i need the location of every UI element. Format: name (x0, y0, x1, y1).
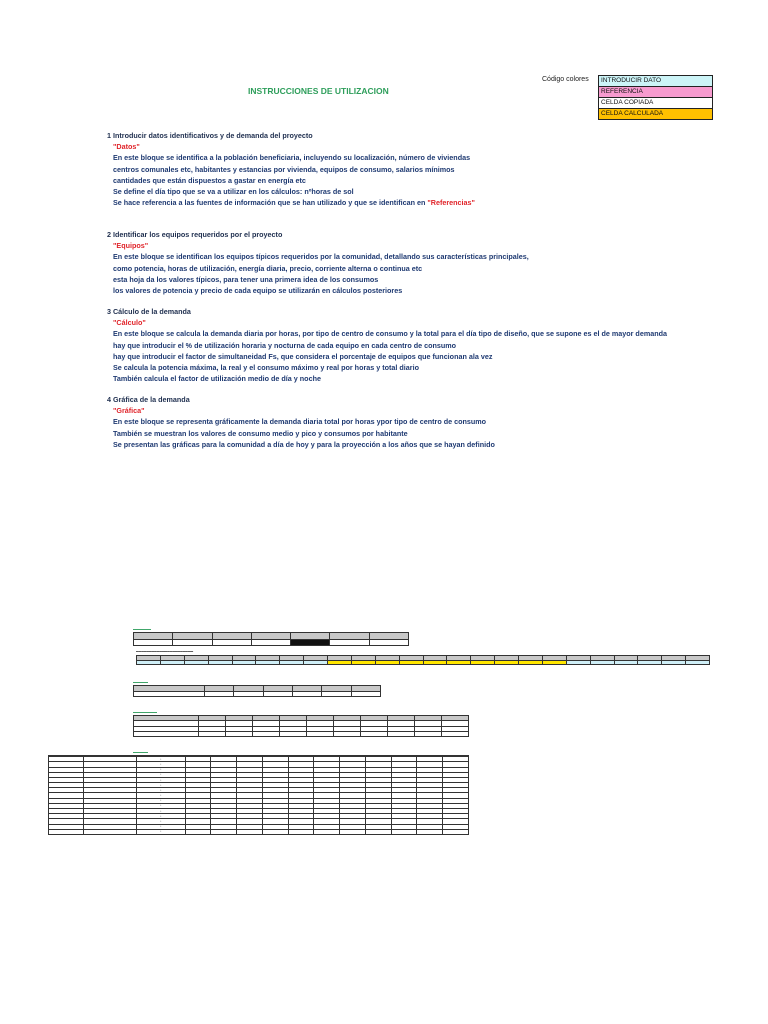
section-line: En este bloque se identifica a la población beneficiaria, incluyendo su localización, número de viviendas (113, 153, 471, 163)
mini-centers-table (133, 715, 469, 737)
section-line: esta hoja da los valores típicos, para tener una primera idea de los consumos (113, 274, 379, 284)
section-heading: 3 Cálculo de la demanda (107, 307, 191, 316)
section-line: En este bloque se calcula la demanda diaria por horas, por tipo de centro de consumo y la total para el día tipo de diseño, que se supone es el de mayor demanda (113, 329, 667, 339)
section-line: También se muestran los valores de consumo medio y pico y consumos por habitante (113, 428, 408, 438)
section-line: cantidades que están dispuestos a gastar en energía etc (113, 175, 306, 185)
section-line: Se define el día tipo que se va a utilizar en los cálculos: nºhoras de sol (113, 187, 354, 197)
legend-item-reference: REFERENCIA (599, 87, 713, 98)
section-equipos (107, 229, 529, 296)
color-legend (598, 75, 713, 120)
section-heading: 4 Gráfica de la demanda (107, 395, 190, 404)
mini-block-label: ▬▬▬▬▬▬ (133, 627, 151, 631)
mini-hours-table (136, 655, 710, 665)
section-line: Se presentan las gráficas para la comunidad a día de hoy y para la proyección a los años que se hayan definido (113, 439, 495, 449)
legend-item-input: INTRODUCIR DATO (599, 76, 713, 87)
legend-item-copied: CELDA COPIADA (599, 98, 713, 109)
section-line-text: Se hace referencia a las fuentes de información que se han utilizado y que se identifican en (113, 198, 428, 208)
section-line: En este bloque se identifican los equipos típicos requeridos por la comunidad, detallando sus características principales, (113, 252, 529, 262)
mini-identification-table (133, 632, 409, 646)
mini-block-label: ▬▬▬▬▬ (133, 680, 148, 684)
section-sheet-name: "Datos" (113, 142, 140, 152)
section-calculo (107, 306, 667, 384)
mini-block-label: ▬▬▬▬▬▬▬▬ (133, 710, 157, 714)
section-sheet-name: "Cálculo" (113, 318, 146, 328)
section-line: hay que introducir el factor de simultaneidad Fs, que considera el porcentaje de equipos que funcionan ala vez (113, 351, 493, 361)
section-line: centros comunales etc, habitantes y estancias por vivienda, equipos de consumo, salarios mínimos (113, 164, 455, 174)
section-line (107, 197, 475, 208)
section-heading: 1 Introducir datos identificativos y de demanda del proyecto (107, 131, 313, 140)
section-grafica (107, 394, 495, 450)
section-line: En este bloque se representa gráficamente la demanda diaria total por horas ypor tipo de centro de consumo (113, 417, 487, 427)
referencias-ref: "Referencias" (427, 198, 475, 208)
section-line: Se calcula la potencia máxima, la real y el consumo máximo y real por horas y total diario (113, 363, 419, 373)
section-line: También calcula el factor de utilización medio de día y noche (113, 374, 321, 384)
mini-note: ▬▬▬▬▬▬▬▬▬▬▬▬▬▬▬▬▬▬▬▬▬▬ (136, 650, 194, 653)
section-sheet-name: "Equipos" (113, 241, 149, 251)
section-heading: 2 Identificar los equipos requeridos por el proyecto (107, 230, 283, 239)
page-title: INSTRUCCIONES DE UTILIZACION (248, 86, 389, 96)
section-sheet-name: "Gráfica" (113, 406, 145, 416)
mini-block-label: ▬▬▬▬▬ (133, 750, 148, 754)
mini-equipment-table: • • • • • • • • • • • • • • • (48, 755, 469, 835)
section-line: como potencia, horas de utilización, energía diaria, precio, corriente alterna o continua etc (113, 263, 423, 273)
color-legend-label: Código colores (542, 76, 589, 83)
legend-item-calculated: CELDA CALCULADA (599, 109, 713, 120)
section-datos (107, 130, 475, 208)
section-line: los valores de potencia y precio de cada equipo se utilizarán en cálculos posteriores (113, 286, 403, 296)
mini-community-table (133, 685, 381, 697)
section-line: hay que introducir el % de utilización horaria y nocturna de cada equipo en cada centro de consumo (113, 340, 457, 350)
